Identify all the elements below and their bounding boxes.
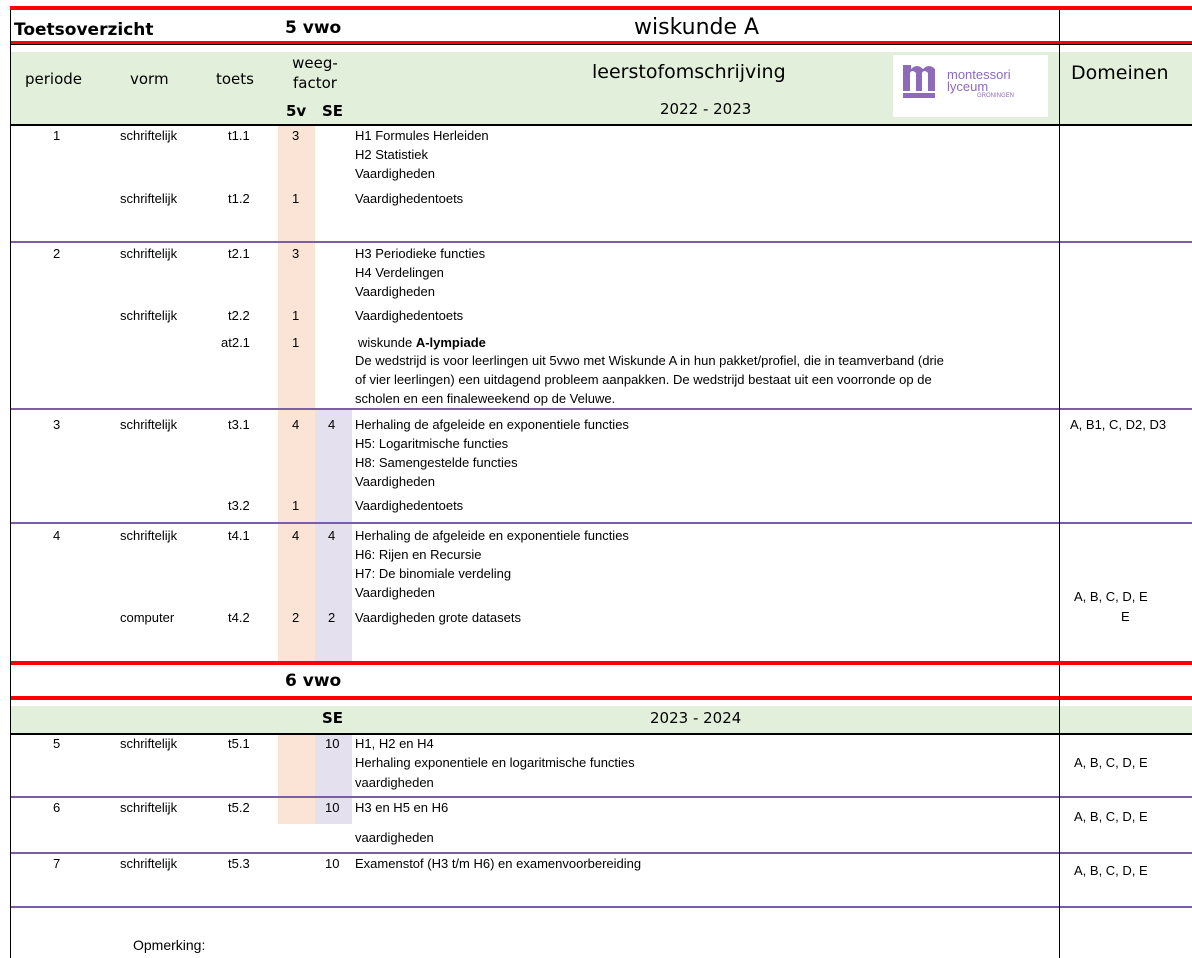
row-t5.1-vorm: schriftelijk [120, 736, 178, 751]
grade-6vwo: 6 vwo [285, 671, 342, 691]
row-t5.1-desc-1: H1, H2 en H4 [355, 736, 434, 751]
row-at2.1-5v: 1 [292, 335, 300, 350]
row-t3.2-5v: 1 [292, 498, 300, 513]
row-t4.1-vorm: schriftelijk [120, 528, 178, 543]
col-5v: 5v [286, 102, 307, 120]
row-t4.1-desc-3: H7: De binomiale verdeling [355, 566, 512, 581]
row-t5.1-domein: A, B, C, D, E [1074, 755, 1148, 770]
row-t5.1-toets: t5.1 [228, 736, 250, 751]
row-t5.1-desc-2: Herhaling exponentiele en logaritmische functies [355, 755, 635, 770]
divider-period1 [10, 241, 1192, 243]
col-periode: periode [25, 70, 83, 88]
divider-period7 [10, 906, 1192, 908]
domeinen-border [1059, 10, 1060, 958]
section6-bottom-rule [10, 733, 1192, 735]
row-t3.1-se: 4 [328, 417, 336, 432]
row-at2.1-desc-2: of vier leerlingen) een uitdagend probleem aanpakken. De wedstrijd bestaat uit een voorronde op de [355, 372, 932, 387]
row-t1.1-vorm: schriftelijk [120, 128, 178, 143]
row-t1.2-5v: 1 [292, 191, 300, 206]
row-t3.1-desc-1: Herhaling de afgeleide en exponentiele functies [355, 417, 629, 432]
row-t5.2-vorm: schriftelijk [120, 800, 178, 815]
section6-band [10, 706, 1192, 734]
red-rule-end5 [10, 661, 1192, 665]
row-t1.1-5v: 3 [292, 128, 300, 143]
year-2023: 2023 - 2024 [650, 709, 742, 727]
row-at2.1-title-pre: wiskunde [358, 335, 416, 350]
row-t5.2-desc-1: H3 en H5 en H6 [355, 800, 449, 815]
row-at2.1-desc-1: De wedstrijd is voor leerlingen uit 5vwo met Wiskunde A in hun pakket/profiel, die in teamverband (drie [355, 353, 944, 368]
row-t4.1-domein: A, B, C, D, E [1074, 589, 1148, 604]
divider-period6 [10, 852, 1192, 854]
left-border [10, 10, 11, 958]
year-2022: 2022 - 2023 [660, 100, 752, 118]
col-domeinen: Domeinen [1071, 62, 1169, 84]
row-t2.2-5v: 1 [292, 308, 300, 323]
row-t4.1-5v: 4 [292, 528, 300, 543]
row-t3.1-desc-3: H8: Samengestelde functies [355, 455, 518, 470]
row-t4.1-toets: t4.1 [228, 528, 250, 543]
row-t1.1-toets: t1.1 [228, 128, 250, 143]
row-t2.2-desc-1: Vaardighedentoets [355, 308, 464, 323]
montessori-lyceum-logo [893, 55, 1048, 117]
weegfactor-5v-column-6vwo [278, 734, 315, 824]
divider-period2 [10, 408, 1192, 410]
row-t5.3-desc-1: Examenstof (H3 t/m H6) en examenvoorbereiding [355, 856, 642, 871]
grade-5vwo: 5 vwo [285, 18, 342, 38]
row-t4.2-toets: t4.2 [228, 610, 250, 625]
row-t1.1-desc-1: H1 Formules Herleiden [355, 128, 489, 143]
row-t1.2-desc-1: Vaardighedentoets [355, 191, 464, 206]
row-at2.1-desc-3: scholen en een finaleweekend op de Veluwe. [355, 391, 616, 406]
row-t2.1-desc-2: H4 Verdelingen [355, 265, 444, 280]
row-t3.1-toets: t3.1 [228, 417, 250, 432]
row-t4.2-5v: 2 [292, 610, 300, 625]
row-t5.1-periode: 5 [53, 736, 61, 751]
col-toets: toets [216, 70, 254, 88]
row-t4.1-desc-4: Vaardigheden [355, 585, 435, 600]
row-at2.1-toets: at2.1 [221, 335, 250, 350]
row-t1.1-desc-2: H2 Statistiek [355, 147, 428, 162]
red-rule-6vwo [10, 696, 1192, 700]
row-t1.1-desc-3: Vaardigheden [355, 166, 435, 181]
row-at2.1-title [358, 334, 486, 351]
section6-se: SE [322, 709, 344, 727]
row-t2.1-toets: t2.1 [228, 246, 250, 261]
row-t4.2-se: 2 [328, 610, 336, 625]
header-bottom-rule [10, 124, 1192, 126]
row-t2.2-toets: t2.2 [228, 308, 250, 323]
col-factor: factor [293, 74, 337, 92]
col-weeg: weeg- [292, 54, 338, 72]
row-t5.3-se: 10 [325, 856, 340, 871]
row-t5.2-periode: 6 [53, 800, 61, 815]
row-t5.2-domein: A, B, C, D, E [1074, 809, 1148, 824]
row-t1.1-periode: 1 [53, 128, 61, 143]
row-t3.1-periode: 3 [53, 417, 61, 432]
row-t5.3-domein: A, B, C, D, E [1074, 863, 1148, 878]
row-t3.1-domein: A, B1, C, D2, D3 [1070, 417, 1167, 432]
subject-title: wiskunde A [634, 15, 760, 40]
col-se: SE [322, 102, 344, 120]
row-t4.1-periode: 4 [53, 528, 61, 543]
opmerking-label: Opmerking: [133, 937, 206, 953]
col-leerstof: leerstofomschrijving [592, 61, 786, 83]
title-toetsoverzicht: Toetsoverzicht [14, 20, 154, 40]
col-vorm: vorm [130, 70, 169, 88]
row-t3.1-5v: 4 [292, 417, 300, 432]
divider-period3 [10, 522, 1192, 524]
row-t5.3-vorm: schriftelijk [120, 856, 178, 871]
row-t5.2-toets: t5.2 [228, 800, 250, 815]
row-t5.1-desc-3: vaardigheden [355, 775, 434, 790]
row-at2.1-title-bold: A-lympiade [415, 335, 486, 350]
divider-period5 [10, 796, 1192, 798]
row-t5.1-se: 10 [325, 736, 340, 751]
row-t1.2-toets: t1.2 [228, 191, 250, 206]
top-red-rule [10, 6, 1192, 10]
row-t2.1-desc-3: Vaardigheden [355, 284, 435, 299]
row-t2.1-5v: 3 [292, 246, 300, 261]
row-t3.1-vorm: schriftelijk [120, 417, 178, 432]
row-t5.3-toets: t5.3 [228, 856, 250, 871]
row-t2.1-desc-1: H3 Periodieke functies [355, 246, 486, 261]
row-t4.1-desc-2: H6: Rijen en Recursie [355, 547, 482, 562]
row-t4.2-vorm: computer [120, 610, 175, 625]
row-t4.2-desc-1: Vaardigheden grote datasets [355, 610, 521, 625]
row-t5.3-periode: 7 [53, 856, 61, 871]
row-t3.2-toets: t3.2 [228, 498, 250, 513]
title-bottom-rule [10, 44, 1192, 45]
row-t3.1-desc-2: H5: Logaritmische functies [355, 436, 509, 451]
row-t2.1-vorm: schriftelijk [120, 246, 178, 261]
row-t2.1-periode: 2 [53, 246, 61, 261]
row-t5.2-desc-2: vaardigheden [355, 830, 434, 845]
row-t2.2-vorm: schriftelijk [120, 308, 178, 323]
row-t3.2-desc-1: Vaardighedentoets [355, 498, 464, 513]
row-t4.1-se: 4 [328, 528, 336, 543]
logo-line2: lyceum [947, 79, 989, 94]
logo-line1: montessori [947, 67, 1011, 82]
logo-line3: GRONINGEN [977, 93, 1015, 99]
row-t5.2-se: 10 [325, 800, 340, 815]
row-t4.1-desc-1: Herhaling de afgeleide en exponentiele functies [355, 528, 629, 543]
row-t1.2-vorm: schriftelijk [120, 191, 178, 206]
row-t4.2-domein: E [1121, 609, 1130, 624]
row-t3.1-desc-4: Vaardigheden [355, 474, 435, 489]
